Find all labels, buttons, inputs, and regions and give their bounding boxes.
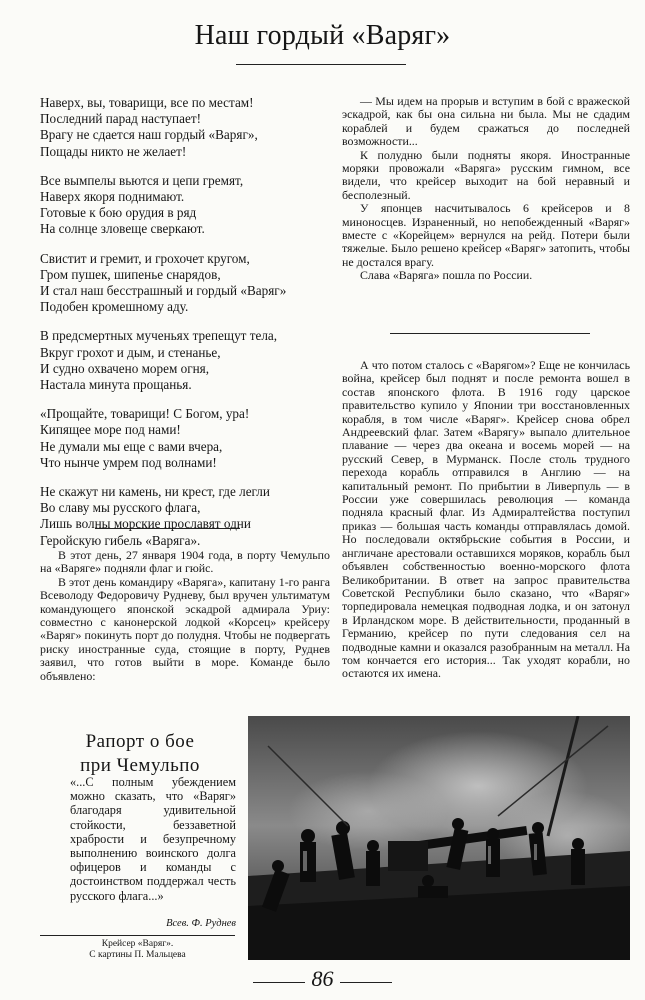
poem-line: Не думали мы еще с вами вчера, [40,438,223,454]
poem-line: И стал наш бесстрашный и гордый «Варяг» [40,283,287,299]
paragraph: Слава «Варяга» пошла по России. [360,268,533,283]
poem-line: Кипящее море под нами! [40,422,181,438]
paragraph: А что потом сталось с «Варягом»? Еще не кончилась война, крейсер был поднят и после ремонта вошел в состав японского флота. В 1916 году царское правительство купило у Японии три восстановленных корабля, в том числе «Варяг». Крейсер снова обрел Андреевский флаг. Затем «Варягу» выпало длительное плавание — через два океана и восемь морей — на русский Север, в Мурманск. После столь трудного перехода корабль отправился в Англию — на капитальный ремонт. По прибытии в Ливерпуль — в России уже совершилась революция — команда подняла красный флаг. Из Адмиралтейства поступил приказ — большая часть команды отправлялась домой. Но последовали октябрьские события в России, и англичане арестовали оставшихся моряков, корабль был объявлен собственностью военно-морского флота Великобритании. В ответ на запрос правительства Советской Республики было сказано, что «Варяг» торпедировала немецкая подводная лодка, и он затонул в Ирландском море. В действительности, проданный в Германию, крейсер по пути следования сел на подводные камни и оказался разобранным на металл. На том кончается его история... Так уходят корабли, но остаются их имена. [342,358,630,681]
poem-line: Настала минута прощанья. [40,377,192,393]
poem-stanza [40,173,340,238]
poem-stanza [40,251,340,316]
article-title: Наш гордый «Варяг» [194,20,451,51]
poem-line: Подобен кромешному аду. [40,299,189,315]
poem-line: Что нынче умрем под волнами! [40,454,217,470]
report-title [40,730,240,778]
title-underline [236,64,406,65]
right-prose-bottom [342,359,630,681]
painting-svg [248,716,630,960]
poem-stanza [40,406,340,471]
poem-line: И судно охвачено морем огня, [40,360,210,376]
battle-painting-image [248,716,630,960]
page-number-rule-right [340,982,392,983]
poem-stanza [40,95,340,160]
poem [40,95,340,562]
poem-line: Вкруг грохот и дым, и стенанье, [40,344,221,360]
poem-line: Наверх якоря поднимают. [40,189,185,205]
page-number: 86 [311,966,334,991]
paragraph: У японцев насчитывалось 6 крейсеров и 8 миноносцев. Израненный, но непобежденный «Варяг» вместе с «Корейцем» вернулся на рейд. Потери были тяжелые. Было решено крейсер «Варяг» затопить, чтобы не достался врагу. [342,201,630,269]
poem-line: «Прощайте, товарищи! С Богом, ура! [40,406,250,422]
poem-line: Врагу не сдается наш гордый «Варяг», [40,127,258,143]
poem-line: Пощады никто не желает! [40,143,187,159]
report-title-line: Рапорт о бое [85,731,195,752]
left-prose [40,549,330,683]
paragraph: В этот день, 27 января 1904 года, в порту Чемульпо на «Варяге» подняли флаг и гюйс. [40,548,330,576]
poem-line: В предсмертных мученьях трепещут тела, [40,328,278,344]
poem-line: Во славу мы русского флага, [40,500,201,516]
caption-line: Крейсер «Варяг». [101,939,174,949]
poem-line: Лишь волны морские прославят одни [40,516,251,532]
poem-line: Готовые к бою орудия в ряд [40,205,197,221]
report-title-line: при Чемульпо [80,755,200,776]
poem-line: Не скажут ни камень, ни крест, где легли [40,484,270,500]
poem-line: Наверх, вы, товарищи, все по местам! [40,95,254,110]
paragraph: — Мы идем на прорыв и вступим в бой с вражеской эскадрой, как бы она сильна ни была. Мы не сдадим кораблей и будем сражаться до последней возможности... [342,94,630,149]
report-signature: Всев. Ф. Руднев [166,918,236,929]
painting-caption [40,939,235,961]
poem-line: Последний парад наступает! [40,111,201,127]
poem-stanza [40,328,340,393]
right-prose-top [342,95,630,283]
caption-line: С картины П. Мальцева [89,950,186,960]
poem-line: Все вымпелы вьются и цепи гремят, [40,172,244,188]
paragraph: В этот день командиру «Варяга», капитану 1-го ранга Всеволоду Федоровичу Рудневу, был вручен ультиматум командующего японской эскадрой адмирала Уриу: совместно с канонерской лодкой «Корсец» крейсеру «Варяг» покинуть порт до полудня. Чтобы не подвергать риску иностранные суда, стоящие в порту, Руднев заявил, что готов выйти в море. Команде было объявлено: [40,574,330,683]
poem-divider [95,528,240,529]
report-quote: «...С полным убеждением можно сказать, что «Варяг» благодаря удивительной стойкости, беззаветной храбрости и безупречному выполнению воинского долга офицеров и команды с достоинством поддержал честь русского флага...» [70,775,236,903]
section-divider [390,333,590,334]
paragraph: К полудню были подняты якоря. Иностранные моряки провожали «Варяга» русским гимном, все видели, что крейсер выходит на бой неравный и бесполезный. [342,147,630,202]
poem-line: Свистит и гремит, и грохочет кругом, [40,250,250,266]
poem-line: На солнце зловеще сверкают. [40,221,205,237]
poem-line: Геройскую гибель «Варяга». [40,532,201,548]
poem-line: Гром пушек, шипенье снарядов, [40,266,221,282]
poem-stanza [40,484,340,549]
caption-divider [40,935,235,936]
